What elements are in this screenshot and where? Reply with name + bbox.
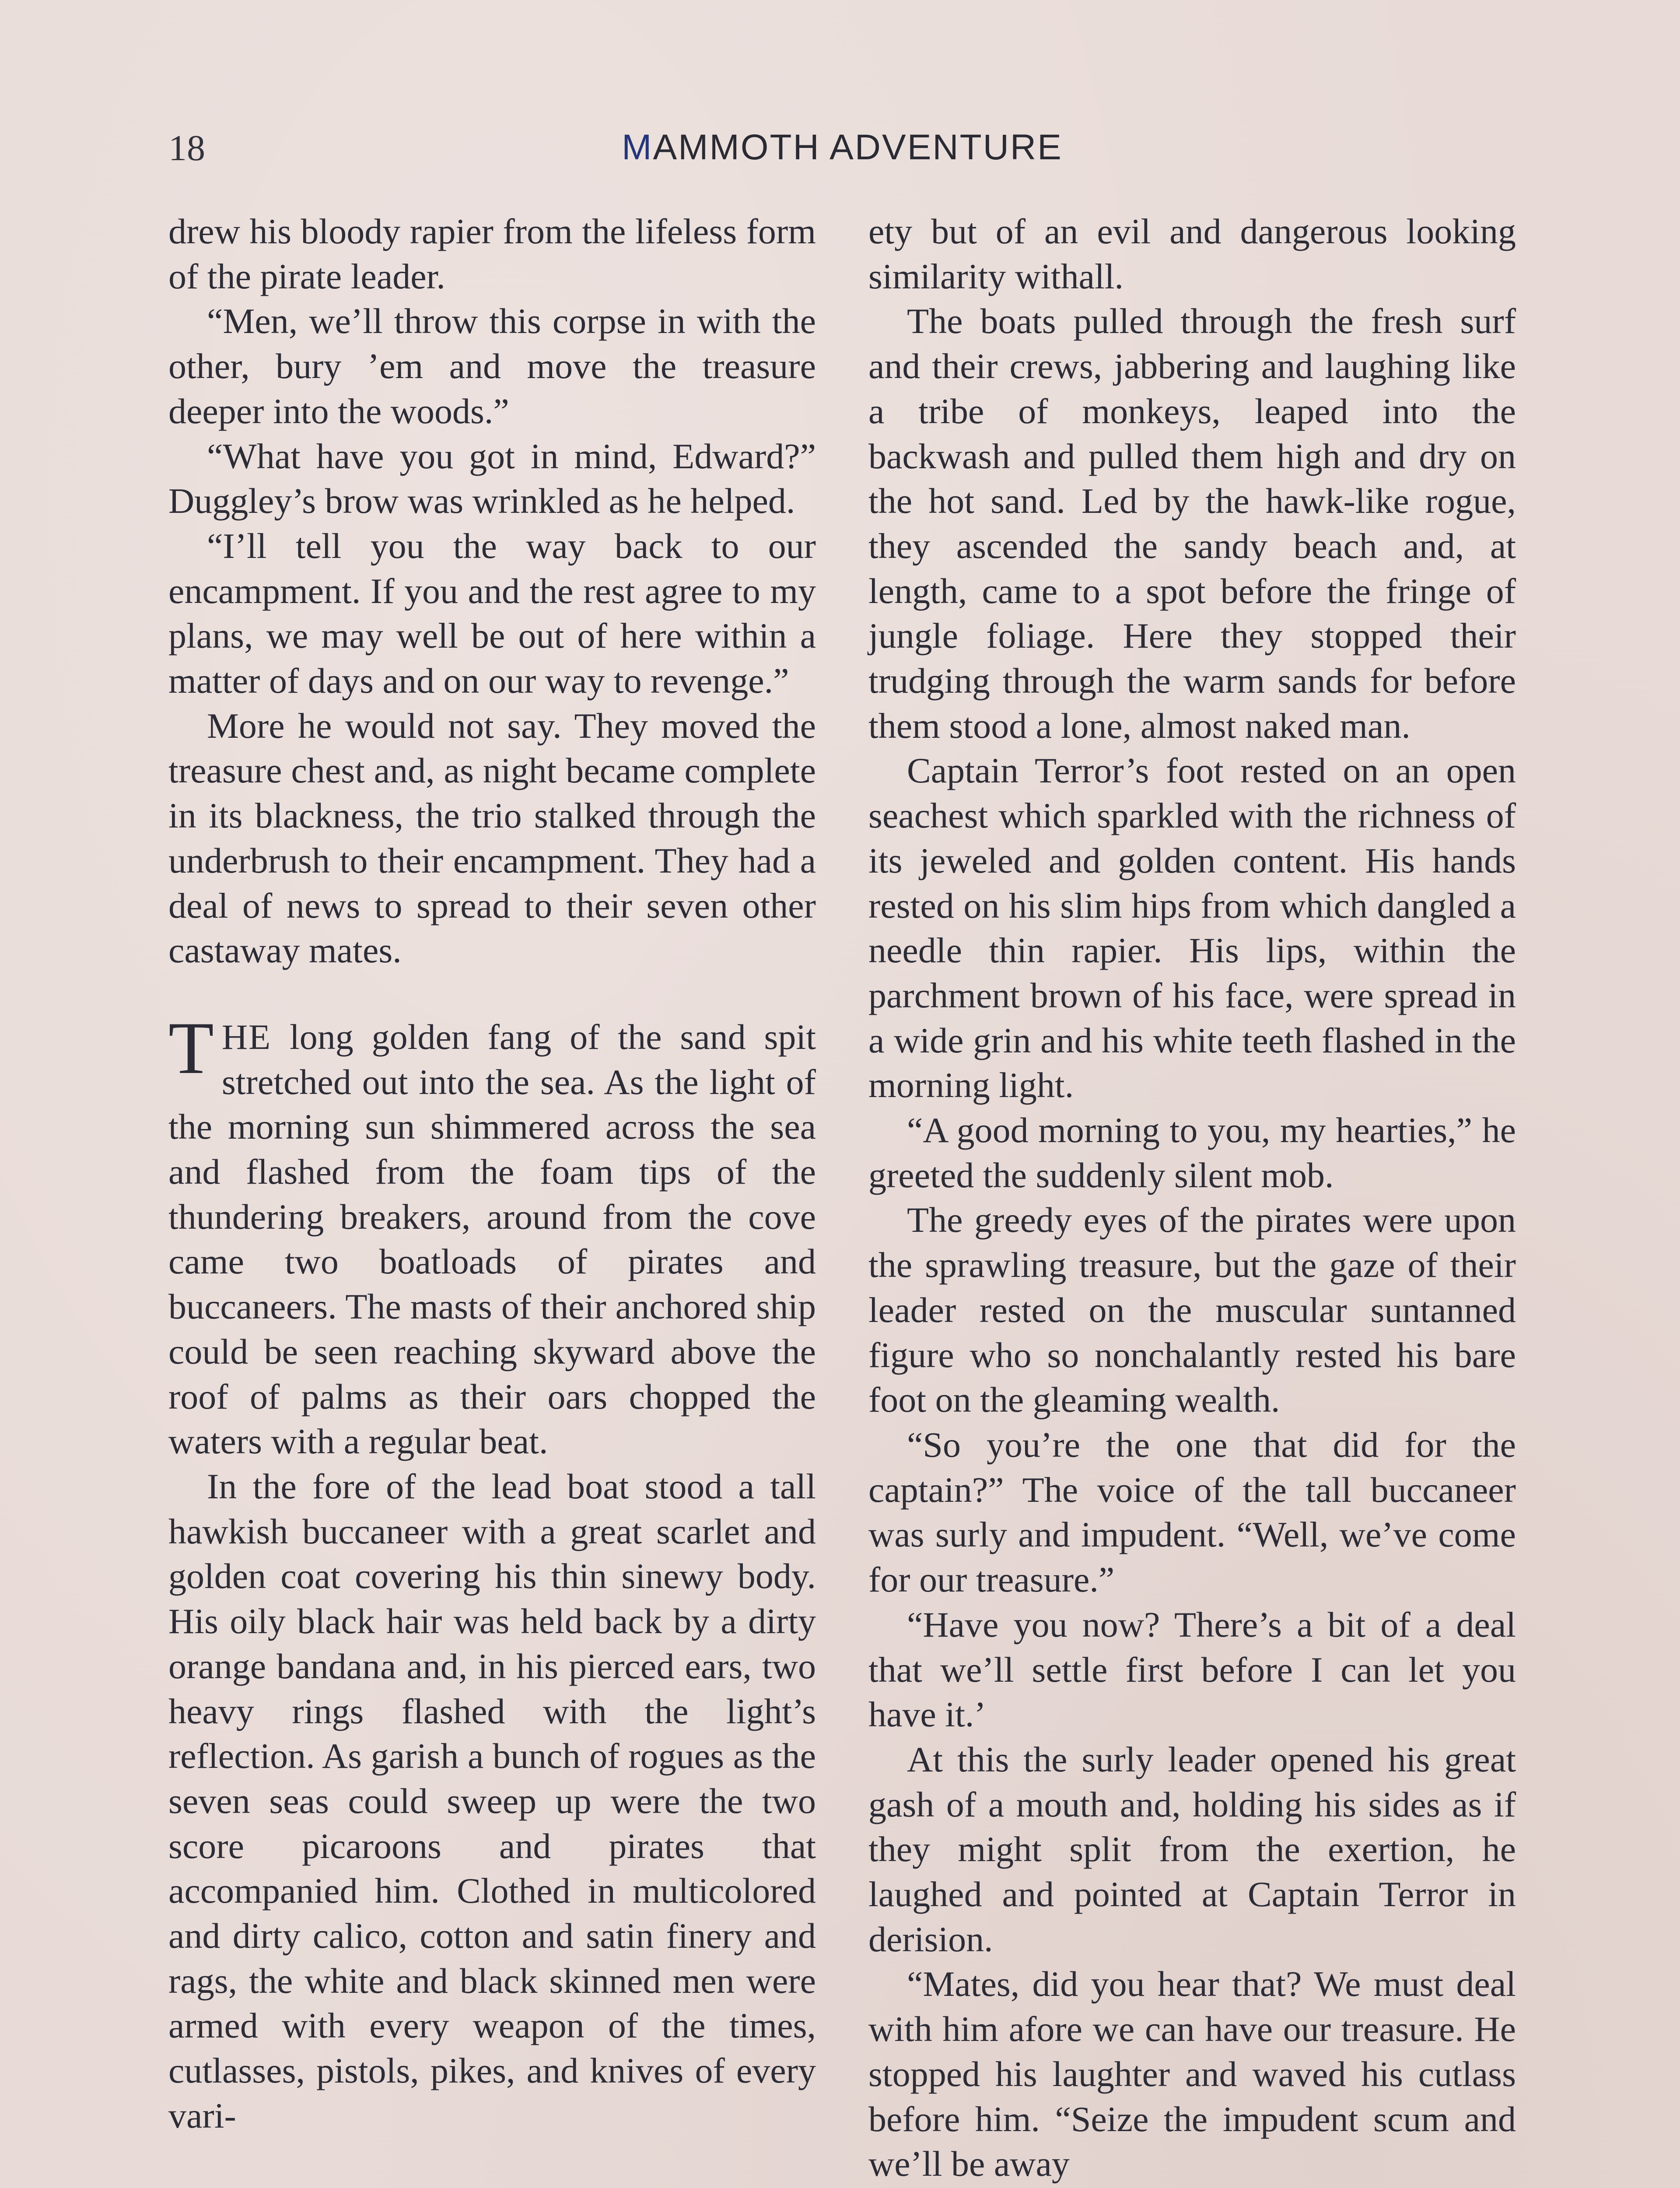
paragraph: “Mates, did you hear that? We must deal with him afore we can have our treasure. He stopped his laughter and waved his cutlass before him. “Seize the impudent scum and we’ll be away <box>868 1964 1516 2184</box>
running-head-initial: M <box>622 127 653 167</box>
paragraph-text: long golden fang of the sand spit stretched out into the sea. As the light of the morning sun shimmered across the sea and flashed from the foam tips of the thundering breakers, around from the cove came two boatloads of pirates and buccaneers. The masts of their anchored ship could be seen reaching skyward above the roof of palms as their oars chopped the waters with a regular beat. <box>168 1017 816 1462</box>
paragraph: In the fore of the lead boat stood a tall hawkish buccaneer with a great scarlet and golden coat covering his thin sinewy body. His oily black hair was held back by a dirty orange bandana and, in his pierced ears, two heavy rings flashed with the light’s reflection. As garish a bunch of rogues as the seven seas could sweep up were the two score picaroons and pirates that accompanied him. Clothed in multicolored and dirty calico, cotton and satin finery and rags, the white and black skinned men were armed with every weapon of the times, cutlasses, pistols, pikes, and knives of every vari- <box>168 1466 816 2135</box>
page-header <box>168 118 1516 171</box>
paragraph: “Men, we’ll throw this corpse in with the other, bury ’em and move the treasure deeper into the woods.” <box>168 301 816 431</box>
section-opening-paragraph <box>168 1006 816 1464</box>
section-break <box>168 973 816 1015</box>
paragraph: drew his bloody rapier from the lifeless form of the pirate leader. <box>168 211 816 296</box>
paragraph: “So you’re the one that did for the captain?” The voice of the tall buccaneer was surly and impudent. “Well, we’ve come for our treasure.” <box>868 1424 1516 1600</box>
paragraph: “What have you got in mind, Edward?” Duggley’s brow was wrinkled as he helped. <box>168 436 816 521</box>
running-head <box>168 127 1516 168</box>
left-column <box>168 209 816 2139</box>
paragraph: The greedy eyes of the pirates were upon the sprawling treasure, but the gaze of their leader rested on the muscular suntanned figure who so nonchalantly rested his bare foot on the gleaming wealth. <box>868 1200 1516 1420</box>
paragraph: More he would not say. They moved the treasure chest and, as night became complete in its blackness, the trio stalked through the underbrush to their encampment. They had a deal of news to spread to their seven other castaway mates. <box>168 705 816 971</box>
paragraph: “I’ll tell you the way back to our encampment. If you and the rest agree to my plans, we may well be out of here within a matter of days and on our way to revenge.” <box>168 526 816 701</box>
paragraph: Captain Terror’s foot rested on an open seachest which sparkled with the richness of its jeweled and golden content. His hands rested on his slim hips from which dangled a needle thin rapier. His lips, within the parchment brown of his face, were spread in a wide grin and his white teeth flashed in the morning light. <box>868 750 1516 1105</box>
paragraph: “Have you now? There’s a bit of a deal that we’ll settle first before I can let you have it.’ <box>868 1604 1516 1735</box>
paragraph: At this the surly leader opened his great gash of a mouth and, holding his sides as if they might split from the exertion, he laughed and pointed at Captain Terror in derision. <box>868 1739 1516 1959</box>
paragraph: “A good morning to you, my hearties,” he greeted the suddenly silent mob. <box>868 1110 1516 1195</box>
paragraph: ety but of an evil and dangerous looking similarity withall. <box>868 211 1516 296</box>
small-caps-lead: HE <box>221 1017 272 1057</box>
page-number: 18 <box>168 128 205 168</box>
running-head-rest: AMMOTH ADVENTURE <box>653 127 1063 167</box>
paragraph: The boats pulled through the fresh surf and their crews, jabbering and laughing like a tribe of monkeys, leaped into the backwash and pulled them high and dry on the hot sand. Led by the hawk-like rogue, they ascended the sandy beach and, at length, came to a spot before the fringe of jungle foliage. Here they stopped their trudging through the warm sands for before them stood a lone, almost naked man. <box>868 301 1516 746</box>
drop-cap: T <box>168 1006 214 1089</box>
right-column <box>868 209 1516 2187</box>
text-columns <box>168 209 1516 2188</box>
